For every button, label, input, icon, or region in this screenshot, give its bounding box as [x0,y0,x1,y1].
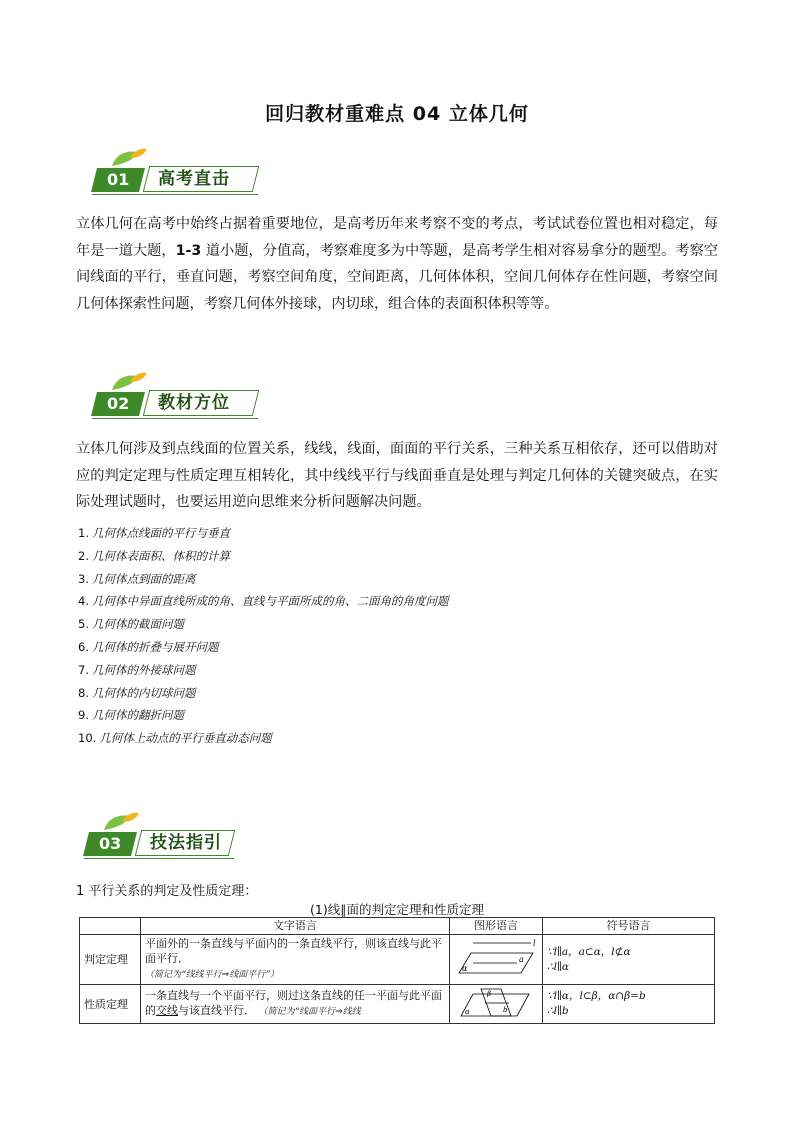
section-number: 03 [83,832,137,856]
column-header [80,918,141,935]
section-badge-01 [94,146,264,192]
svg-text:α: α [462,964,468,973]
list-item: 1. 几何体点线面的平行与垂直 [78,526,230,540]
list-item: 4. 几何体中异面直线所成的角、直线与平面所成的角、二面角的角度问题 [78,594,449,609]
list-item: 8. 几何体的内切球问题 [78,685,196,700]
section-label: 教材方位 [158,393,230,413]
section-label: 技法指引 [150,833,222,853]
column-header: 符号语言 [543,918,715,935]
row-kind: 性质定理 [80,985,141,1024]
table-row [80,985,715,1024]
column-header: 文字语言 [141,918,450,935]
list-item: 2. 几何体表面积、体积的计算 [78,548,230,563]
row-symbols: ∵l∥a，a⊂α，l⊄α ∴l∥α [543,935,715,985]
section-badge-03 [86,810,256,856]
page-title: 回归教材重难点 04 立体几何 [265,103,529,125]
table-title: (1)线∥面的判定定理和性质定理 [310,902,484,917]
list-item: 10. 几何体上动点的平行垂直动态问题 [78,731,272,746]
svg-text:b: b [503,1005,508,1014]
subsection-heading: 1 平行关系的判定及性质定理： [76,884,258,899]
row-note: （简记为“线面平行⇒线线 [258,1007,361,1017]
figure-line-plane-parallel [450,935,543,985]
topic-list [78,522,448,750]
list-item: 9. 几何体的翻折问题 [78,708,184,723]
row-kind: 判定定理 [80,935,141,985]
list-item: 7. 几何体的外接球问题 [78,662,196,677]
section-number: 01 [91,168,145,192]
leaf-icon [100,810,140,832]
svg-text:l: l [533,939,536,948]
list-item: 3. 几何体点到面的距离 [78,571,196,586]
theorem-table [79,917,715,1024]
svg-text:α: α [465,1007,470,1016]
section2-paragraph: 立体几何涉及到点线面的位置关系，线线，线面，面面的平行关系，三种关系互相依存，还可以借助对应的判定定理与性质定理互相转化，其中线线平行与线面垂直是处理与判定几何体的关键突破点，在实际处理试题时，也要运用逆向思维来分析问题解决问题。 [76,441,718,510]
intro-paragraph: 立体几何在高考中始终占据着重要地位，是高考历年来考察不变的考点，考试试卷位置也相对稳定，每年是一道大题，1-3 道小题，分值高，考察难度多为中等题，是高考学生相对容易拿分的题型。考察空间线面的平行，垂直问题，考察空间角度，空间距离，几何体体积，空间几何体存在性问题，考察空间几何体探索性问题，考察几何体外接球，内切球，组合体的表面积体积等等。 [76,216,718,312]
leaf-icon [108,370,148,392]
list-item: 5. 几何体的截面问题 [78,617,184,632]
leaf-icon [108,146,148,168]
section-badge-02 [94,370,264,416]
svg-text:a: a [519,955,524,964]
row-note: （简记为“线线平行⇒线面平行”） [145,970,279,980]
section-label: 高考直击 [158,169,230,189]
row-text: 一条直线与一个平面平行，则过这条直线的任一平面与此平面的交线与该直线平行． （简记为“线面平行⇒线线 [141,985,450,1024]
list-item: 6. 几何体的折叠与展开问题 [78,639,219,654]
figure-plane-intersection [450,985,543,1024]
row-text: 平面外的一条直线与平面内的一条直线平行，则该直线与此平面平行． （简记为“线线平行⇒线面平行”） [141,935,450,985]
section-number: 02 [91,392,145,416]
table-header-row [80,918,715,935]
column-header: 图形语言 [450,918,543,935]
table-row [80,935,715,985]
row-symbols: ∵l∥α，l⊂β，α∩β=b ∴l∥b [543,985,715,1024]
svg-text:β: β [487,989,492,998]
